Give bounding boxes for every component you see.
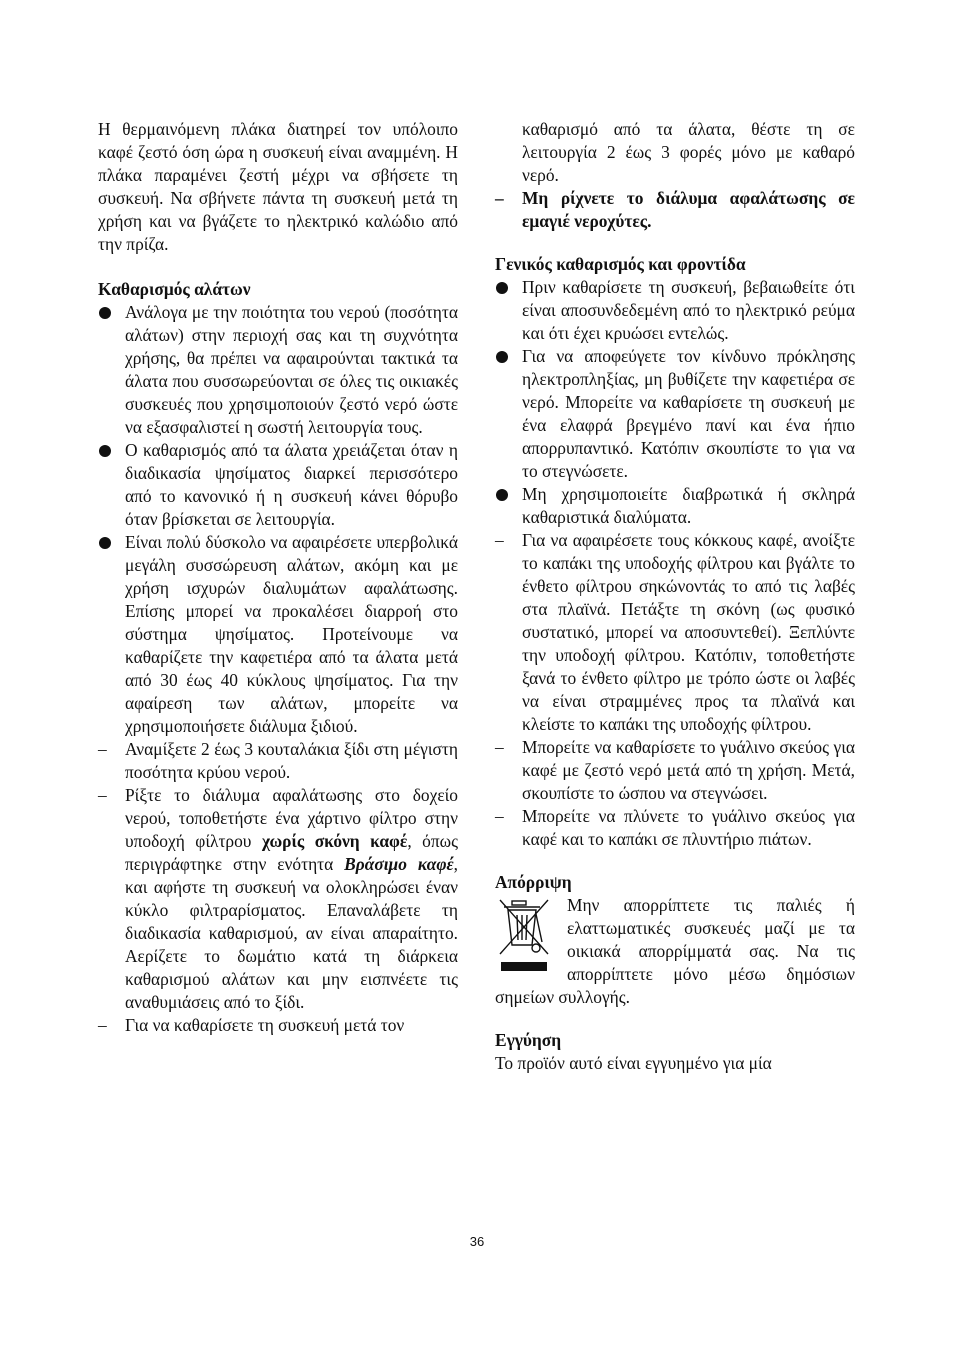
page-number: 36	[469, 1234, 485, 1249]
list-item: – Για να καθαρίσετε τη συσκευή μετά τον	[98, 1014, 458, 1037]
warning-item: – Μη ρίχνετε το διάλυμα αφαλάτωσης σε εμαγιέ νεροχύτες.	[495, 187, 855, 233]
text-run: , όπως περιγράφτηκε στην ενότητα	[125, 831, 458, 874]
list-item: Είναι πολύ δύσκολο να αφαιρέσετε υπερβολικά μεγάλη συσσώρευση αλάτων, ακόμη και με χρήση ισχυρών διαλυμάτων αφαλάτωσης. Επίσης μπορεί να προκαλέσει διαρροή στο σύστημα ψησίματος. Προτείνουμε να καθαρίζετε την καφετιέρα από τα άλατα μετά από 30 έως 40 κύκλους ψησίματος. Για την αφαίρεση των αλάτων, μπορείτε να χρησιμοποιήσετε διάλυμα ξιδιού.	[98, 531, 458, 738]
cleaning-list	[495, 276, 855, 851]
continuation-paragraph: καθαρισμό από τα άλατα, θέστε τη σε λειτουργία 2 έως 3 φορές μόνο με καθαρό νερό.	[522, 119, 855, 185]
section-reference: Βράσιμο καφέ	[344, 854, 454, 874]
list-item: – Μπορείτε να πλύνετε το γυάλινο σκεύος για καφέ και το καπάκι σε πλυντήριο πιάτων.	[495, 805, 855, 851]
cleaning-section	[495, 253, 855, 851]
warning-list	[495, 187, 855, 233]
right-column	[495, 118, 855, 1075]
list-item: – Για να αφαιρέσετε τους κόκκους καφέ, ανοίξτε το καπάκι της υποδοχής φίλτρου και βγάλτε το ένθετο φίλτρου σηκώνοντάς το από τις λαβές στα πλαϊνά. Πετάξτε τη σκόνη (ως φυσικό συστατικό, μπορεί να αποσυντεθεί). Ξεπλύντε την υποδοχή φίλτρου. Κατόπιν, τοποθετήστε ξανά το ένθετο φίλτρο με τρόπο ώστε οι λαβές να είναι στραμμένες προς τα πλαϊνά και κλείστε το καπάκι της υποδοχής φίλτρου.	[495, 529, 855, 736]
disposal-section	[495, 871, 855, 1009]
list-item	[98, 784, 458, 1014]
disposal-text: Μην απορρίπτετε τις παλιές ή ελαττωματικές συσκευές μαζί με τα οικιακά απορρίμματά σας. Να τις απορρίπτετε μόνο μέσω δημόσιων σημείων συλλογής.	[495, 895, 855, 1007]
list-item: – Αναμίξετε 2 έως 3 κουταλάκια ξίδι στη μέγιστη ποσότητα κρύου νερού.	[98, 738, 458, 784]
list-item: – Μπορείτε να καθαρίσετε το γυάλινο σκεύος για καφέ με ζεστό νερό μετά από τη χρήση. Μετά, σκουπίστε το ώσπου να στεγνώσει.	[495, 736, 855, 805]
list-item: Μη χρησιμοποιείτε διαβρωτικά ή σκληρά καθαριστικά διαλύματα.	[495, 483, 855, 529]
warranty-text: Το προϊόν αυτό είναι εγγυημένο για μία	[495, 1053, 772, 1073]
text-run-bold: χωρίς σκόνη καφέ	[261, 831, 408, 851]
descaling-heading: Καθαρισμός αλάτων	[98, 279, 251, 299]
list-item: Ανάλογα με την ποιότητα του νερού (ποσότητα αλάτων) στην περιοχή σας και τη συχνότητα χρήσης, θα πρέπει να αφαιρούνται τακτικά τα άλατα που συσσωρεύονται σε όλες τις οικιακές συσκευές που χρησιμοποιούν ζεστό νερό ώστε να εξασφαλιστεί η σωστή λειτουργία τους.	[98, 301, 458, 439]
cleaning-heading: Γενικός καθαρισμός και φροντίδα	[495, 254, 746, 274]
list-item: Για να αποφεύγετε τον κίνδυνο πρόκλησης ηλεκτροπληξίας, μη βυθίζετε την καφετιέρα σε νερό. Μπορείτε να καθαρίσετε τη συσκευή με ένα ελαφρά βρεγμένο πανί και ένα ήπιο απορρυπαντικό. Κατόπιν σκουπίστε το για να το στεγνώσετε.	[495, 345, 855, 483]
intro-paragraph: Η θερμαινόμενη πλάκα διατηρεί τον υπόλοιπο καφέ ζεστό όση ώρα η συσκευή είναι αναμμένη. Η πλάκα παραμένει ζεστή μέχρι να σβήσετε τη συσκευή. Να σβήνετε πάντα τη συσκευή μετά τη χρήση και να βγάζετε το ηλεκτρικό καλώδιο από την πρίζα.	[98, 119, 458, 254]
descaling-list	[98, 301, 458, 1037]
warranty-heading: Εγγύηση	[495, 1030, 562, 1050]
list-item: Ο καθαρισμός από τα άλατα χρειάζεται όταν η διαδικασία ψησίματος διαρκεί περισσότερο από το κανονικό ή η συσκευή κάνει θόρυβο όταν βρίσκεται σε λειτουργία.	[98, 439, 458, 531]
list-item: Πριν καθαρίσετε τη συσκευή, βεβαιωθείτε ότι είναι αποσυνδεδεμένη από το ηλεκτρικό ρεύμα και ότι έχει κρυώσει εντελώς.	[495, 276, 855, 345]
disposal-heading: Απόρριψη	[495, 872, 572, 892]
crossed-out-wheelie-bin-icon	[495, 896, 553, 974]
warranty-section	[495, 1029, 855, 1075]
left-column	[98, 118, 458, 1037]
text-run: Ρίξτε το διάλυμα αφαλάτωσης στο δοχείο νερού, τοποθετήστε ένα χάρτινο φίλτρο στην υποδοχή φίλτρου	[125, 785, 458, 851]
text-run: , και αφήστε τη συσκευή να ολοκληρώσει έναν κύκλο φιλτραρίσματος. Επαναλάβετε τη διαδικασία καθαρισμού, αν είναι απαραίτητο. Αερίζετε το δωμάτιο κατά τη διάρκεια καθαρισμού αλάτων και μην εισπνέετε τις αναθυμιάσεις από το ξίδι.	[125, 854, 458, 1012]
